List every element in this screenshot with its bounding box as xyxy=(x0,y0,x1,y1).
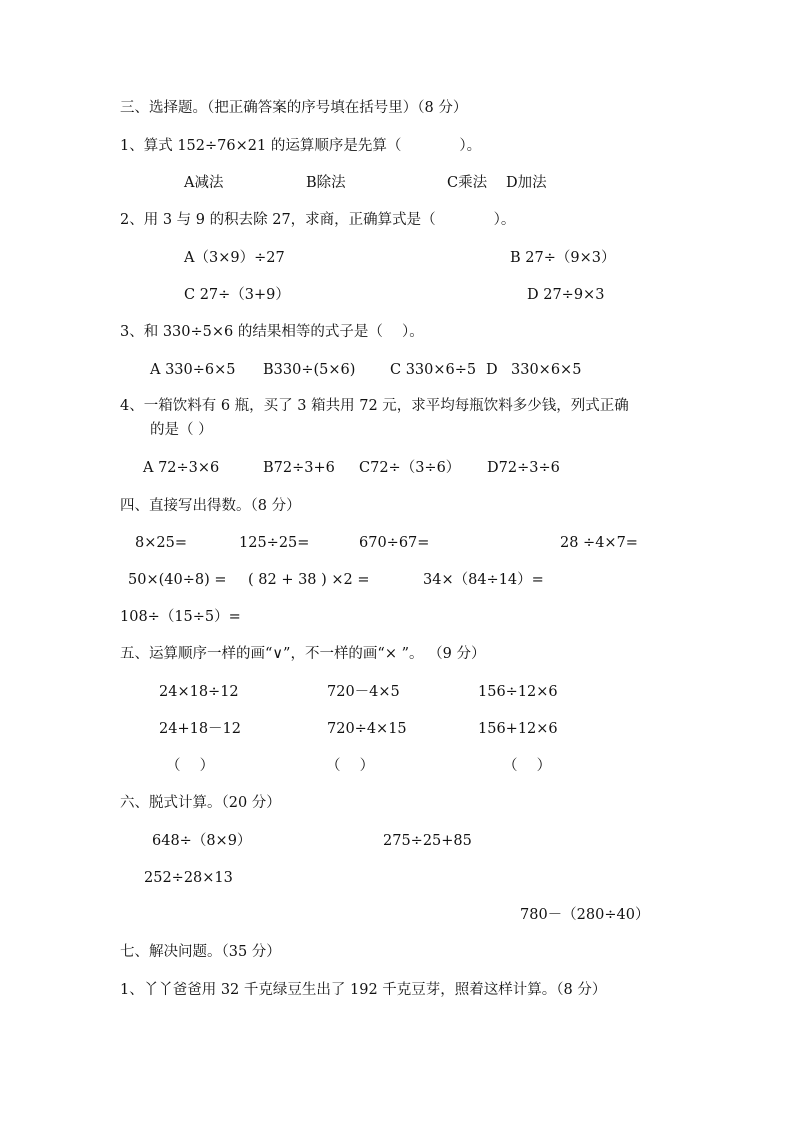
calc-item: 670÷67= xyxy=(359,535,430,551)
option-a: A 72÷3×6 xyxy=(143,460,220,476)
expression: 720－4×5 xyxy=(327,684,400,700)
expression: 24×18÷12 xyxy=(159,684,239,700)
section-7-heading: 七、解决问题。（35 分） xyxy=(120,944,281,960)
calc-item: 50×(40÷8) = xyxy=(128,572,227,588)
calc-item: 125÷25= xyxy=(239,535,310,551)
option-d: D72÷3÷6 xyxy=(487,460,560,476)
answer-blank: （ ） xyxy=(503,758,552,774)
answer-blank: （ ） xyxy=(166,758,215,774)
section-4-heading: 四、直接写出得数。（8 分） xyxy=(120,498,301,514)
option-d: D 27÷9×3 xyxy=(527,287,605,303)
section-6-heading: 六、脱式计算。（20 分） xyxy=(120,795,281,811)
option-d-letter: D xyxy=(486,362,498,378)
option-b: B除法 xyxy=(306,175,346,191)
answer-blank: （ ） xyxy=(326,758,375,774)
option-a: A（3×9）÷27 xyxy=(184,250,285,266)
option-c: C乘法 xyxy=(447,175,488,191)
option-d: D加法 xyxy=(506,175,547,191)
calc-item: 28 ÷4×7= xyxy=(560,535,638,551)
question-3-4-stem-line2: 的是（ ） xyxy=(150,422,213,438)
calc-item: 252÷28×13 xyxy=(144,870,233,886)
calc-item: 780－（280÷40） xyxy=(520,907,650,923)
calc-item: 8×25= xyxy=(135,535,187,551)
calc-item: 648÷（8×9） xyxy=(152,833,252,849)
question-7-1: 1、丫丫爸爸用 32 千克绿豆生出了 192 千克豆芽，照着这样计算。（8 分） xyxy=(120,982,607,998)
calc-item: 275÷25+85 xyxy=(383,833,472,849)
expression: 156+12×6 xyxy=(478,721,558,737)
option-b: B72÷3+6 xyxy=(263,460,335,476)
calc-item: 108÷（15÷5）= xyxy=(120,609,241,625)
question-3-2-stem: 2、用 3 与 9 的积去除 27，求商，正确算式是（ ）。 xyxy=(120,212,516,228)
question-3-4-stem-line1: 4、一箱饮料有 6 瓶，买了 3 箱共用 72 元，求平均每瓶饮料多少钱，列式正确 xyxy=(120,398,629,414)
calc-item: 34×（84÷14）= xyxy=(423,572,544,588)
option-b: B330÷(5×6) xyxy=(263,362,356,378)
option-c: C 27÷（3+9） xyxy=(184,287,290,303)
section-5-heading: 五、运算顺序一样的画“∨”，不一样的画“× ”。 （9 分） xyxy=(120,646,486,662)
expression: 24+18－12 xyxy=(159,721,242,737)
expression: 156÷12×6 xyxy=(478,684,558,700)
expression: 720÷4×15 xyxy=(327,721,407,737)
section-3-heading: 三、选择题。（把正确答案的序号填在括号里）（8 分） xyxy=(120,100,468,116)
option-a: A减法 xyxy=(184,175,224,191)
option-c: C 330×6÷5 xyxy=(390,362,477,378)
question-3-1-stem: 1、算式 152÷76×21 的运算顺序是先算（ ）。 xyxy=(120,138,482,154)
option-c: C72÷（3÷6） xyxy=(359,460,461,476)
option-a: A 330÷6×5 xyxy=(150,362,236,378)
calc-item: ( 82 + 38 ) ×2 = xyxy=(248,572,370,588)
option-d-text: 330×6×5 xyxy=(511,362,582,378)
question-3-3-stem: 3、和 330÷5×6 的结果相等的式子是（ ）。 xyxy=(120,324,424,340)
option-b: B 27÷（9×3） xyxy=(510,250,616,266)
